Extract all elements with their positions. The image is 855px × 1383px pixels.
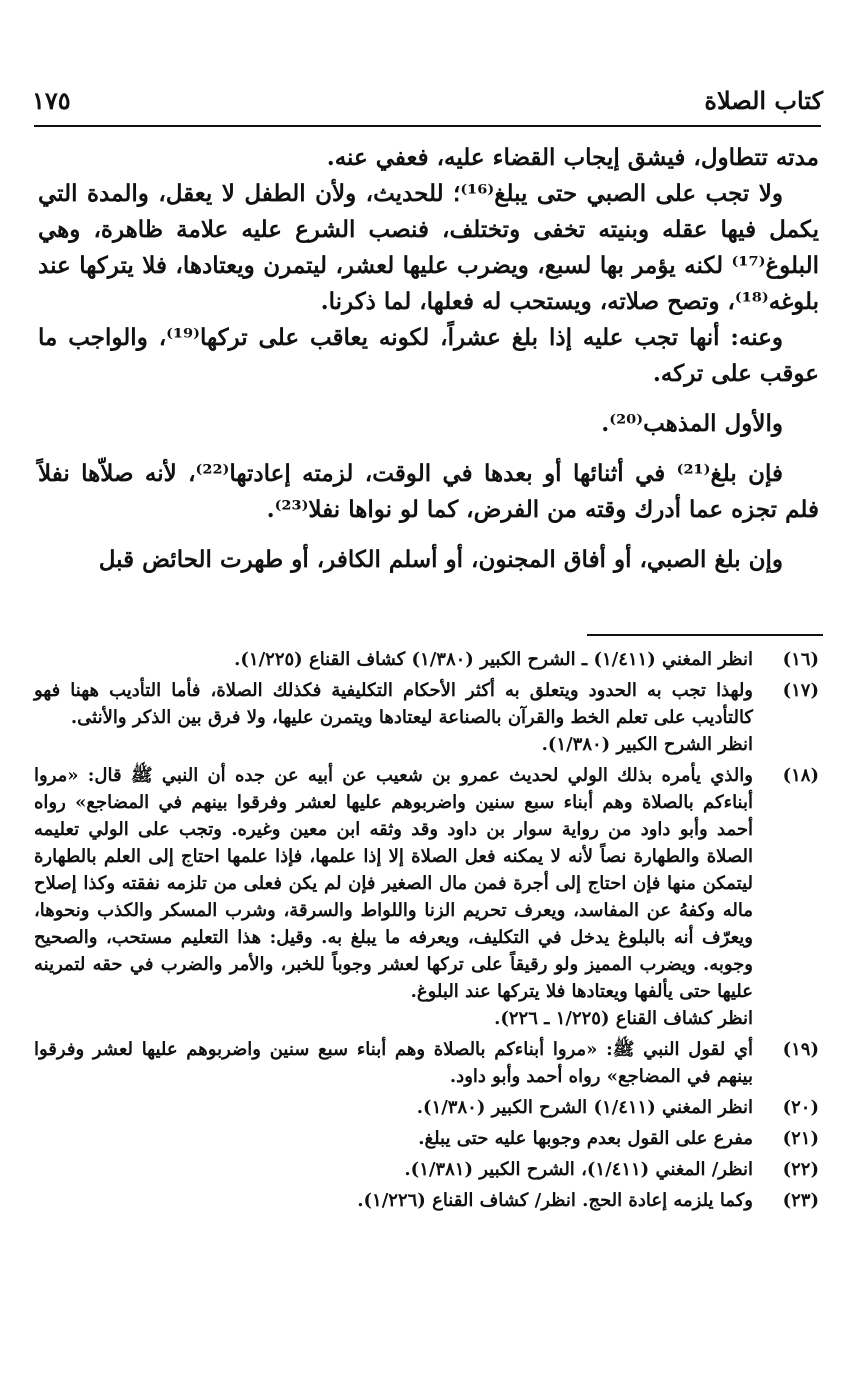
page-header [32, 78, 823, 122]
footnote-number: (١٧) [782, 680, 819, 701]
footnote-number: (١٦) [782, 649, 819, 670]
footnote-number: (٢٢) [782, 1159, 819, 1180]
footnote-text: انظر/ المغني (١/٤١١)، الشرح الكبير (١/٣٨١). [404, 1159, 753, 1180]
paragraph: ولا تجب على الصبي حتى يبلغ⁽¹⁶⁾؛ للحديث، ولأن الطفل لا يعقل، والمدة التي يكمل فيها عقله وبنيته تخفى وتختلف، فنصب الشرع عليه علامة ظاهرة، وهي البلوغ⁽¹⁷⁾ لكنه يؤمر بها لسبع، ويضرب عليها لعشر، ليتمرن ويعتادها، فلا يتركها عند بلوغه⁽¹⁸⁾، وتصح صلاته، ويستحب له فعلها، لما ذكرنا. [38, 180, 819, 315]
main-text [38, 140, 819, 578]
footnote [34, 1125, 819, 1152]
footnote-text: وكما يلزمه إعادة الحج. انظر/ كشاف القناع (١/٢٢٦). [357, 1190, 753, 1211]
footnote-number: (١٨) [782, 765, 819, 786]
footnote-text: ولهذا تجب به الحدود ويتعلق به أكثر الأحكام التكليفية فكذلك الصلاة، فأما التأديب ههنا فهو كالتأديب على تعلم الخط والقرآن بالصناعة ليعتادها ويتمرن عليها، ولا فرق بين الذكر والأنثى. [34, 680, 753, 728]
footnote-text: انظر المغني (١/٤١١) الشرح الكبير (١/٣٨٠). [416, 1097, 753, 1118]
footnote [34, 1156, 819, 1183]
footnote [34, 677, 819, 758]
footnote [34, 646, 819, 673]
header-rule [34, 125, 821, 127]
paragraph: فإن بلغ⁽²¹⁾ في أثنائها أو بعدها في الوقت، لزمته إعادتها⁽²²⁾، لأنه صلاّها نفلاً فلم تجزه عما أدرك وقته من الفرض، كما لو نواها نفلا⁽²³⁾. [38, 460, 819, 523]
footnote-number: (١٩) [782, 1039, 819, 1060]
footnote-number: (٢٠) [782, 1097, 819, 1118]
footnote-text: انظر الشرح الكبير (١/٣٨٠). [541, 734, 753, 755]
footnote-text: والذي يأمره بذلك الولي لحديث عمرو بن شعيب عن أبيه عن جده أن النبي ﷺ قال: «مروا أبناءكم بالصلاة وهم أبناء سبع سنين واضربوهم عليها لعشر وفرقوا بينهم في المضاجع» رواه أحمد وأبو داود من رواية سوار بن داود وقد وثقه ابن معين وغيره. وتجب على الولي تعليمه الصلاة والطهارة نصاً لأنه لا يمكنه فعل الصلاة إلا إذا علمها، فإذا علمها احتاج إلى العلم بالطهارة ليتمكن منها فإن احتاج إلى أجرة فمن مال الصغير فإن لم يكن فعلى من تلزمه نفقته وكذا إصلاح ماله وكفهُ عن المفاسد، ويعرف تحريم الزنا واللواط والسرقة، وشرب المسكر والكذب ونحوها، ويعرّف أنه بالبلوغ يدخل في التكليف، ويعرفه ما يبلغ به. وقيل: هذا التعليم مستحب، والصحيح وجوبه. ويضرب المميز ولو رقيقاً على تركها لعشر وجوباً للخبر، والأمر والضرب في حقه لتمرينه عليها حتى يألفها ويعتادها فلا يتركها عند البلوغ. [34, 765, 753, 1002]
footnote [34, 762, 819, 1032]
paragraph: وعنه: أنها تجب عليه إذا بلغ عشراً، لكونه يعاقب على تركها⁽¹⁹⁾، والواجب ما عوقب على تركه. [38, 324, 819, 387]
footnote-text: مفرع على القول بعدم وجوبها عليه حتى يبلغ. [418, 1128, 753, 1149]
paragraph: مدته تتطاول، فيشق إيجاب القضاء عليه، فعفي عنه. [326, 144, 819, 171]
footnote-number: (٢٣) [782, 1190, 819, 1211]
footnote [34, 1187, 819, 1214]
page-number: ١٧٥ [32, 85, 71, 115]
paragraph: وإن بلغ الصبي، أو أفاق المجنون، أو أسلم الكافر، أو طهرت الحائض قبل [98, 546, 783, 573]
footnote [34, 1094, 819, 1121]
footnote-rule [587, 634, 823, 636]
footnote-text: أي لقول النبي ﷺ: «مروا أبناءكم بالصلاة وهم أبناء سبع سنين واضربوهم عليها لعشر وفرقوا بينهم في المضاجع» رواه أحمد وأبو داود. [34, 1039, 753, 1087]
footnote [34, 1036, 819, 1090]
paragraph: والأول المذهب⁽²⁰⁾. [601, 410, 783, 437]
running-title: كتاب الصلاة [704, 85, 823, 115]
footnote-text: انظر المغني (١/٤١١) ـ الشرح الكبير (١/٣٨٠) كشاف القناع (١/٢٢٥). [234, 649, 753, 670]
footnotes [34, 646, 819, 1218]
footnote-number: (٢١) [782, 1128, 819, 1149]
footnote-text: انظر كشاف القناع (١/٢٢٥ ـ ٢٢٦). [494, 1008, 753, 1029]
